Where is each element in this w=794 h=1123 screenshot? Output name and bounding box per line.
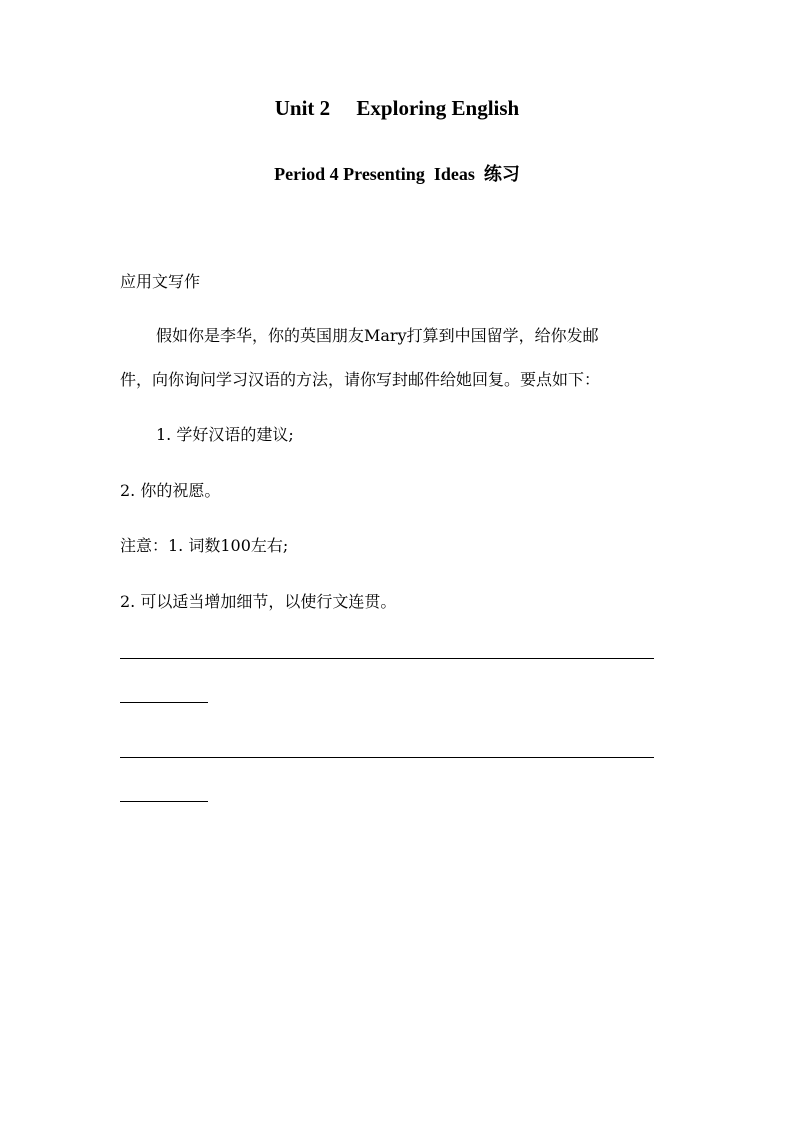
point-2: 2. 你的祝愿。 — [120, 481, 221, 500]
note-1: 注意：1. 词数100左右; — [120, 536, 289, 555]
prompt-line-2: 件，向你询问学习汉语的方法，请你写封邮件给她回复。要点如下： — [120, 370, 601, 389]
prompt-line-1: 假如你是李华，你的英国朋友Mary打算到中国留学，给你发邮 — [156, 326, 599, 345]
answer-blank-line[interactable] — [120, 757, 654, 758]
answer-blank-line[interactable] — [120, 658, 654, 659]
period-subtitle: Period 4 Presenting Ideas 练习 — [274, 164, 520, 184]
point-1: 1. 学好汉语的建议; — [156, 425, 294, 444]
note-2: 2. 可以适当增加细节，以使行文连贯。 — [120, 592, 397, 611]
answer-blank-line[interactable] — [120, 801, 208, 802]
section-heading: 应用文写作 — [120, 272, 201, 291]
answer-blank-line[interactable] — [120, 702, 208, 703]
unit-title: Unit 2 Exploring English — [274, 96, 520, 120]
